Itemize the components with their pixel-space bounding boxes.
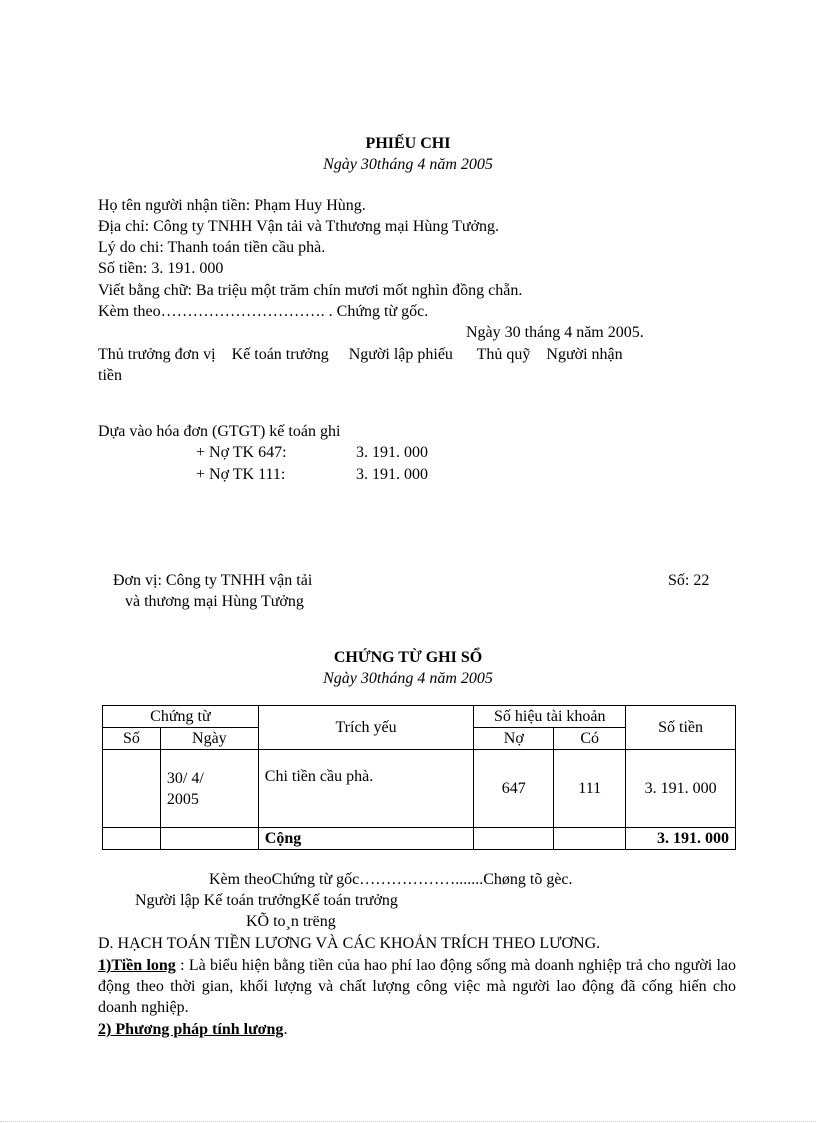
voucher-attached: Kèm theoChứng từ gốc……………….......Chøng tõ gèc. (209, 871, 573, 888)
receipt-attached: Kèm theo…………………………. . Chứng từ gốc. (98, 303, 429, 320)
cell-co: 111 (554, 750, 626, 828)
header-ngay: Ngày (160, 728, 258, 750)
header-no: Nợ (474, 728, 554, 750)
header-trich-yeu: Trích yếu (258, 706, 474, 750)
header-so-hieu: Số hiệu tài khoản (474, 706, 626, 728)
total-label: Cộng (258, 828, 474, 850)
cell-so-tien: 3. 191. 000 (626, 750, 736, 828)
entry-amount-2: 3. 191. 000 (356, 466, 428, 483)
voucher-title: CHỨNG TỪ GHI SỔ (333, 649, 483, 666)
cell-trich-yeu: Chi tiền cầu phà. (258, 750, 474, 828)
entry-account-1: + Nợ TK 647: (196, 444, 287, 461)
receipt-address: Địa chỉ: Công ty TNHH Vận tải và Tthương mại Hùng Tưởng. (98, 218, 500, 235)
voucher-unit-cont: và thương mại Hùng Tưởng (125, 593, 304, 610)
entry-intro: Dựa vào hóa đơn (GTGT) kế toán ghi (98, 423, 341, 440)
voucher-number: Số: 22 (668, 572, 710, 589)
receipt-recipient: Họ tên người nhận tiền: Phạm Huy Hùng. (98, 197, 366, 214)
voucher-table (102, 705, 736, 850)
receipt-reason: Lý do chi: Thanh toán tiền cầu phà. (98, 239, 326, 256)
voucher-date: Ngày 30tháng 4 năm 2005 (323, 670, 493, 687)
cell-ngay-line2: 2005 (166, 790, 199, 808)
paragraph-2-end: . (283, 1021, 288, 1038)
section-paragraph-1 (98, 955, 736, 1018)
paragraph-1-text: : Là biểu hiện bằng tiền của hao phí lao động sống mà doanh nghiệp trả cho người lao động theo thời gian, khối lượng và chất lượng công việc mà người lao động đã cống hiến cho doanh nghiệp. (98, 957, 737, 1016)
total-amount: 3. 191. 000 (626, 828, 736, 850)
receipt-title: PHIẾU CHI (365, 135, 451, 152)
cell-ngay-line1: 30/ 4/ (166, 769, 204, 787)
receipt-signers: Thủ trưởng đơn vị Kế toán trưởng Người lập phiếu Thủ quỹ Người nhận (98, 346, 623, 363)
voucher-signers-garbled: KÕ to¸n trëng (246, 913, 336, 930)
receipt-sign-date: Ngày 30 tháng 4 năm 2005. (466, 324, 644, 341)
section-paragraph-2 (98, 1020, 287, 1040)
cell-ngay (160, 750, 258, 828)
header-co: Có (554, 728, 626, 750)
table-row (103, 750, 736, 828)
header-so-tien: Số tiền (626, 706, 736, 750)
cell-so (103, 750, 161, 828)
header-chung-tu: Chứng từ (103, 706, 259, 728)
entry-amount-1: 3. 191. 000 (356, 444, 428, 461)
voucher-signers: Người lập Kế toán trưởngKế toán trưởng (135, 892, 398, 909)
receipt-amount: Số tiền: 3. 191. 000 (98, 260, 224, 277)
page-bottom-divider (0, 1121, 816, 1122)
voucher-unit: Đơn vị: Công ty TNHH vận tải (113, 572, 313, 589)
receipt-amount-words: Viết bằng chữ: Ba triệu một trăm chín mươi mốt nghìn đồng chẵn. (98, 282, 523, 299)
receipt-date: Ngày 30tháng 4 năm 2005 (323, 156, 493, 173)
section-heading: D. HẠCH TOÁN TIỀN LƯƠNG VÀ CÁC KHOẢN TRÍCH THEO LƯƠNG. (98, 935, 601, 952)
header-so: Số (103, 728, 161, 750)
cell-no: 647 (474, 750, 554, 828)
entry-account-2: + Nợ TK 111: (196, 466, 286, 483)
total-row (103, 828, 736, 850)
receipt-signers-cont: tiền (98, 367, 122, 384)
paragraph-2-label: 2) Phương pháp tính lương (98, 1021, 284, 1038)
paragraph-1-label: 1)Tiền long (98, 957, 176, 974)
